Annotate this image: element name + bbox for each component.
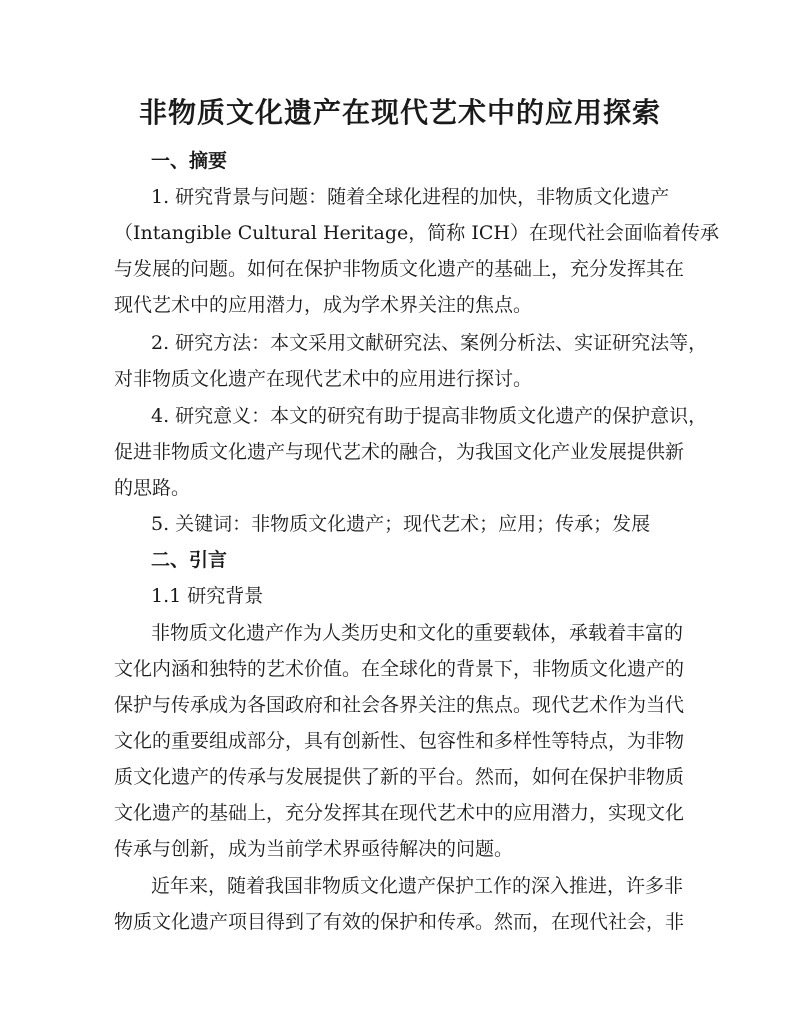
background-paragraph-line-2: 文化内涵和独特的艺术价值。在全球化的背景下，非物质文化遗产的 [114, 658, 685, 680]
section-heading-abstract: 一、摘要 [151, 150, 228, 172]
abstract-significance-line-2: 促进非物质文化遗产与现代艺术的融合，为我国文化产业发展提供新 [114, 441, 685, 463]
section-heading-introduction: 二、引言 [151, 549, 228, 571]
abstract-significance-line-1: 4. 研究意义：本文的研究有助于提高非物质文化遗产的保护意识， [151, 405, 708, 427]
background-paragraph-line-1: 非物质文化遗产作为人类历史和文化的重要载体，承载着丰富的 [151, 622, 684, 644]
background-paragraph-line-4: 文化的重要组成部分，具有创新性、包容性和多样性等特点，为非物 [114, 730, 685, 752]
background-paragraph-line-5: 质文化遗产的传承与发展提供了新的平台。然而，如何在保护非物质 [114, 766, 685, 788]
subsection-heading-background: 1.1 研究背景 [151, 585, 264, 607]
recent-years-paragraph-line-1: 近年来，随着我国非物质文化遗产保护工作的深入推进，许多非 [151, 875, 684, 897]
recent-years-paragraph-line-2: 物质文化遗产项目得到了有效的保护和传承。然而，在现代社会，非 [114, 911, 685, 933]
abstract-background-line-4: 现代艺术中的应用潜力，成为学术界关注的焦点。 [114, 294, 533, 316]
abstract-keywords-line: 5. 关键词：非物质文化遗产；现代艺术；应用；传承；发展 [151, 513, 651, 535]
background-paragraph-line-3: 保护与传承成为各国政府和社会各界关注的焦点。现代艺术作为当代 [114, 694, 685, 716]
abstract-method-line-1: 2. 研究方法：本文采用文献研究法、案例分析法、实证研究法等， [151, 332, 708, 354]
abstract-significance-line-3: 的思路。 [114, 477, 191, 499]
abstract-background-line-1: 1. 研究背景与问题：随着全球化进程的加快，非物质文化遗产 [151, 186, 670, 208]
background-paragraph-line-6: 文化遗产的基础上，充分发挥其在现代艺术中的应用潜力，实现文化 [114, 802, 685, 824]
background-paragraph-line-7: 传承与创新，成为当前学术界亟待解决的问题。 [114, 838, 514, 860]
abstract-method-line-2: 对非物质文化遗产在现代艺术中的应用进行探讨。 [114, 368, 533, 390]
abstract-background-line-2: （Intangible Cultural Heritage，简称 ICH）在现代社会面临着传承 [114, 222, 719, 244]
abstract-background-line-3: 与发展的问题。如何在保护非物质文化遗产的基础上，充分发挥其在 [114, 258, 685, 280]
document-title: 非物质文化遗产在现代艺术中的应用探索 [138, 96, 661, 129]
